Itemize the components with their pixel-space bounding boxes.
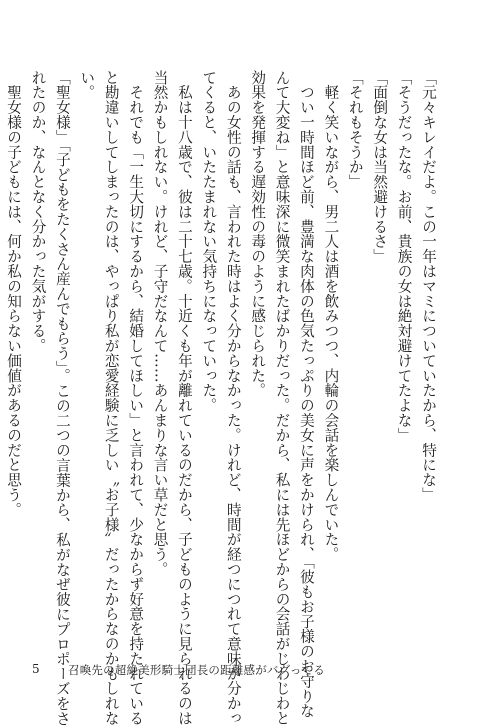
text-line: 効果を発揮する遅効性の毒のように感じられた。 [249,70,267,398]
text-line: てくると、いたたまれない気持ちになっていった。 [200,70,218,413]
text-line: んて大変ね」と意味深に微笑まれたばかりだった。だから、私には先ほどからの会話がじわじわと [273,70,291,726]
text-line: 当然かもしれない。けれど、子守だなんて……あんまりな言い草だと思う。 [151,70,169,577]
body-text [1,70,440,726]
text-line: 「聖女様」「子どもをたくさん産んでもらう」。この二つの言葉から、私がなぜ彼にプロポーズをさ [53,70,71,726]
text-line: 私は十八歳で、彼は二十七歳。十近くも年が離れているのだから、子どものように見られるのは [175,70,193,726]
text-line: つい一時間ほど前、豊満な肉体の色気たっぷりの美女に声をかけられ、「彼もお子様のお守りな [297,70,315,719]
text-line: れたのか、なんとなく分かった気がする。 [29,70,47,354]
text-line: 「そうだったな。お前、貴族の女は絶対避けてたよな」 [395,70,413,443]
text-line: 「面倒な女は当然避けるさ」 [371,70,389,264]
text-line: 「それもそうか」 [346,70,364,190]
text-line: 聖女様の子どもには、何か私の知らない価値があるのだと思う。 [5,70,23,517]
text-line: い。 [78,70,96,100]
page-footer [32,662,472,682]
page-number: 5 [32,662,40,676]
text-line: 「元々キレイだよ。この一年はマミについていたから、特にな」 [420,70,437,503]
text-line: あの女性の話も、言われた時はよく分からなかった。けれど、時間が経つにつれて意味が分かっ [224,70,242,726]
text-line: 軽く笑いながら、男二人は酒を飲みつつ、内輪の会話を楽しんでいた。 [322,70,340,562]
text-line: それでも「一生大切にするから、結婚してほしい」と言われて、少なからず好意を持たれている [127,70,145,726]
book-title: 召喚先の超絶美形騎士団長の距離感がバグってる [68,663,325,677]
text-line: と勘違いしてしまったのは、やっぱり私が恋愛経験に乏しい〝お子様〟だったからなのかもしれな [102,70,120,726]
